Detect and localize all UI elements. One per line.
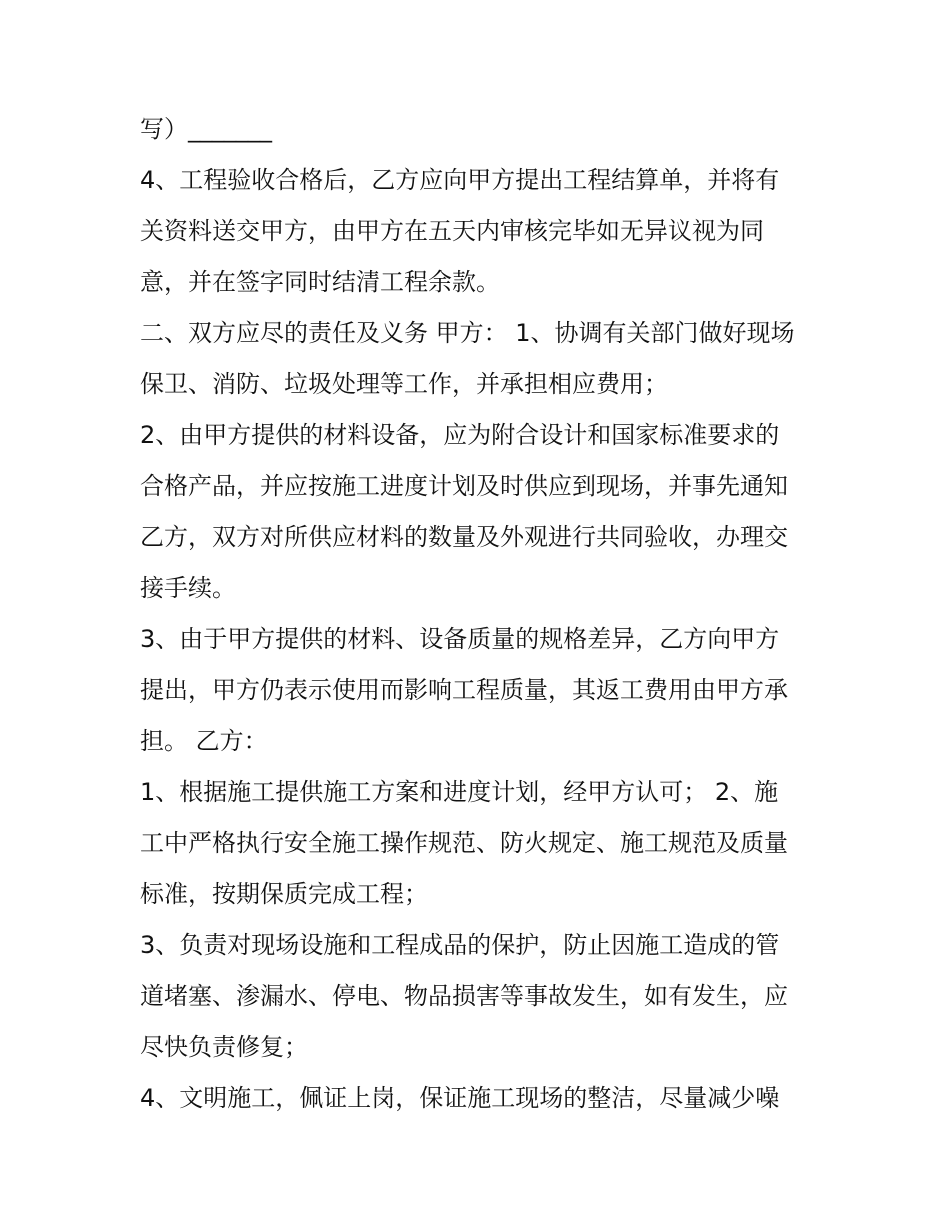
text-line: 写）_______ [140, 115, 272, 143]
text-line: 二、双方应尽的责任及义务 甲方： 1、协调有关部门做好现场 [140, 319, 795, 347]
text-line: 工中严格执行安全施工操作规范、防火规定、施工规范及质量 [140, 829, 788, 857]
text-line: 尽快负责修复； [140, 1033, 308, 1061]
text-line: 接手续。 [140, 574, 236, 602]
text-line: 意，并在签字同时结清工程余款。 [140, 268, 500, 296]
text-line: 1、根据施工提供施工方案和进度计划，经甲方认可； 2、施 [140, 778, 779, 806]
text-line: 3、负责对现场设施和工程成品的保护，防止因施工造成的管 [140, 931, 780, 959]
text-line: 2、由甲方提供的材料设备，应为附合设计和国家标准要求的 [140, 421, 780, 449]
text-line: 4、工程验收合格后，乙方应向甲方提出工程结算单，并将有 [140, 166, 780, 194]
text-line: 关资料送交甲方，由甲方在五天内审核完毕如无异议视为同 [140, 217, 764, 245]
text-line: 担。 乙方： [140, 727, 268, 755]
text-line: 道堵塞、渗漏水、停电、物品损害等事故发生，如有发生，应 [140, 982, 788, 1010]
text-line: 乙方，双方对所供应材料的数量及外观进行共同验收，办理交 [140, 523, 788, 551]
text-line: 保卫、消防、垃圾处理等工作，并承担相应费用； [140, 370, 668, 398]
document-body [140, 104, 820, 1124]
text-line: 4、文明施工，佩证上岗，保证施工现场的整洁，尽量减少噪 [140, 1084, 780, 1112]
text-line: 提出，甲方仍表示使用而影响工程质量，其返工费用由甲方承 [140, 676, 788, 704]
text-line: 标准，按期保质完成工程； [140, 880, 428, 908]
text-line: 3、由于甲方提供的材料、设备质量的规格差异，乙方向甲方 [140, 625, 780, 653]
text-line: 合格产品，并应按施工进度计划及时供应到现场，并事先通知 [140, 472, 788, 500]
